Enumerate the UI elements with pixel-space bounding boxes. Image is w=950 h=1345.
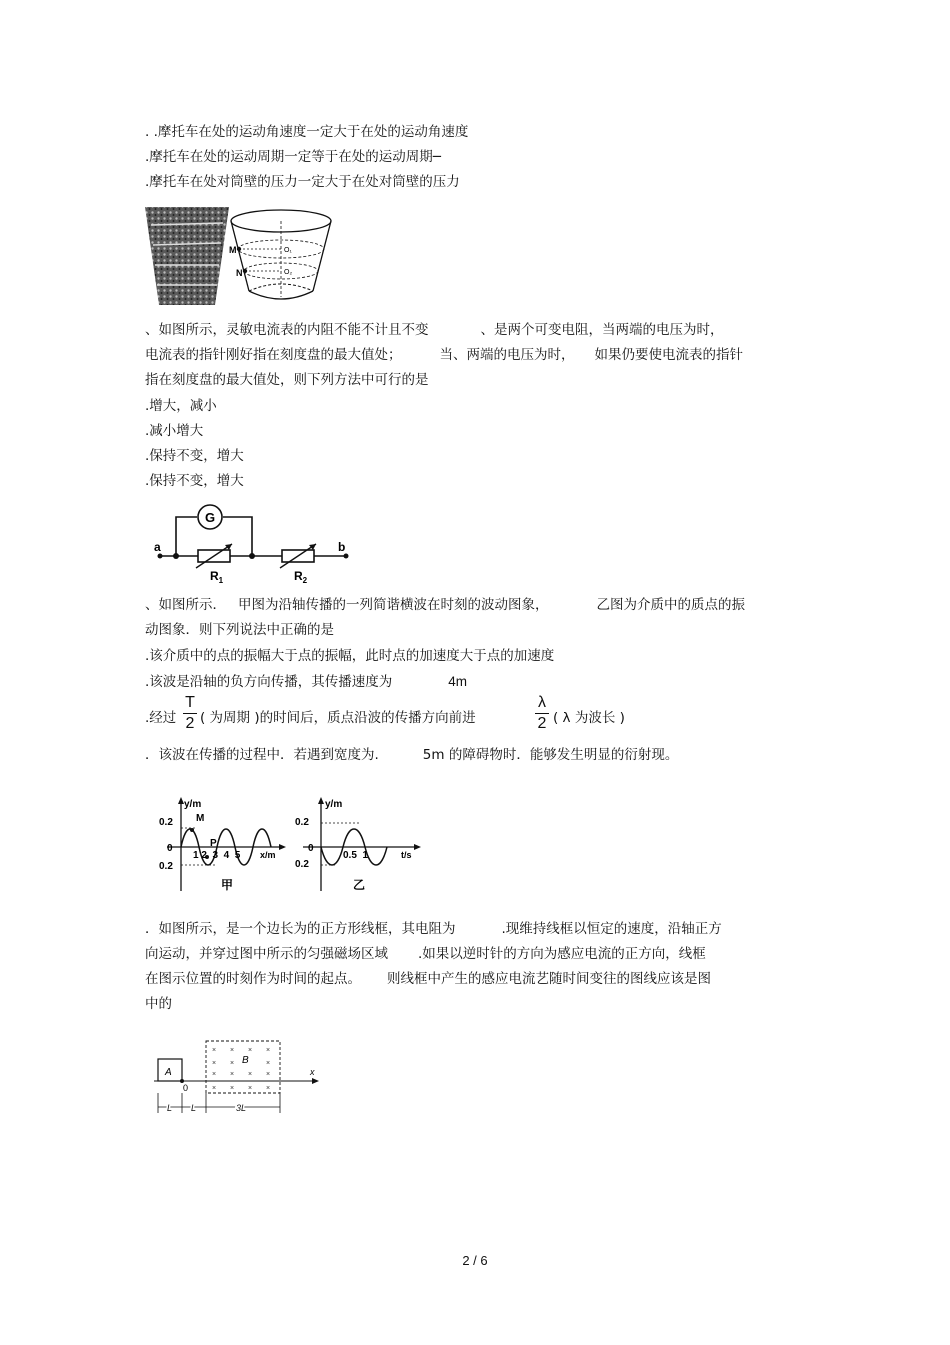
moto-figure	[145, 205, 335, 311]
svg-text:×: ×	[248, 1047, 253, 1054]
frame-stem-3a: 在图示位置的时刻作为时间的起点。	[145, 971, 361, 987]
svg-text:×: ×	[266, 1071, 271, 1078]
page-number: 2 / 6	[462, 1253, 488, 1268]
wave2-top: 0.2	[295, 817, 309, 828]
wave2-xlabel: t/s	[401, 850, 412, 860]
moto-option-d: .摩托车在处对筒壁的压力一定大于在处对筒壁的压力	[145, 174, 460, 190]
wave1-top: 0.2	[159, 817, 173, 828]
wave2-zero: 0	[308, 843, 314, 854]
svg-text:×: ×	[230, 1085, 235, 1092]
svg-text:×: ×	[212, 1060, 217, 1067]
svg-text:×: ×	[230, 1060, 235, 1067]
wave-option-d-text: ．该波在传播的过程中．若遇到宽度为.	[145, 747, 379, 763]
galv-option-d: .保持不变，增大	[145, 473, 244, 489]
wave-option-d	[145, 746, 678, 764]
moto-label-o2: O₂	[284, 269, 293, 276]
wave-option-c-post: ( λ 为波长 )	[553, 710, 625, 726]
galv-label-b: b	[338, 540, 346, 554]
frame-stem-2a: 向运动，并穿过图中所示的匀强磁场区域	[145, 946, 388, 962]
wave-figure	[155, 795, 425, 899]
frame-stem-line1	[145, 920, 722, 938]
galv-stem-1a: 、如图所示，灵敏电流表的内阻不能不计且不变	[145, 322, 429, 338]
wave1-xlabel: x/m	[260, 850, 276, 860]
galv-circuit-figure	[150, 500, 355, 589]
frame-stem-1b: .现维持线框以恒定的速度，沿轴正方	[501, 921, 722, 937]
fraction-lambda-over-2: λ 2	[535, 694, 549, 733]
svg-text:×: ×	[212, 1085, 217, 1092]
wave-option-b	[145, 673, 467, 691]
wave-stem-1a: 、如图所示．	[145, 597, 226, 613]
wave2-ylabel: y/m	[325, 799, 343, 810]
galv-label-g: G	[205, 510, 216, 525]
galv-label-a: a	[154, 540, 161, 554]
wave-stem-1c: 乙图为介质中的质点的振	[596, 597, 745, 613]
frame-stem-2b: .如果以逆时针的方向为感应电流的正方向，线框	[418, 946, 706, 962]
wave-option-c-mid: ( 为周期 )的时间后，质点沿波的传播方向前进	[200, 710, 476, 726]
galv-label-r2: $R_2$	[294, 569, 308, 585]
moto-label-m: M	[229, 245, 237, 255]
moto-label-o1: O₁	[284, 247, 292, 254]
galv-stem-2b: 当、两端的电压为时，	[439, 347, 575, 363]
moto-label-n: N	[236, 268, 243, 278]
galv-stem-3: 指在刻度盘的最大值处，则下列方法中可行的是	[145, 372, 429, 388]
galv-stem-2c: 如果仍要使电流表的指针	[594, 347, 743, 363]
wave1-zero: 0	[167, 843, 173, 854]
frame-stem-line2	[145, 945, 706, 963]
galv-option-c: .保持不变，增大	[145, 448, 244, 464]
frame-label-l1: L	[167, 1103, 173, 1113]
svg-text:×: ×	[230, 1071, 235, 1078]
frame-stem-4: 中的	[145, 996, 172, 1012]
svg-text:×: ×	[212, 1071, 217, 1078]
fraction-t-over-2: T 2	[183, 694, 197, 733]
svg-text:×: ×	[230, 1047, 235, 1054]
frame-label-3l: 3L	[236, 1103, 247, 1113]
frame-stem-3b: 则线框中产生的感应电流艺随时间变往的图线应该是图	[387, 971, 711, 987]
frame-label-x: x	[310, 1067, 315, 1077]
wave2-ticks: 0.5 1	[343, 850, 369, 861]
galv-stem-1b: 、是两个可变电阻，当两端的电压为时，	[480, 322, 724, 338]
svg-text:×: ×	[248, 1071, 253, 1078]
frame-stem-1a: ．如图所示，是一个边长为的正方形线框，其电阻为	[145, 921, 456, 937]
frame-field-figure	[150, 1035, 325, 1124]
wave1-ylabel: y/m	[184, 799, 202, 810]
moto-option-b: . .摩托车在处的运动角速度一定大于在处的运动角速度	[145, 124, 469, 140]
wave2-caption: 乙	[353, 878, 366, 892]
frame-label-a: A	[165, 1067, 172, 1078]
wave1-ticks: 1 2 3 4 5	[193, 850, 241, 861]
wave1-label-m: M	[196, 813, 205, 824]
wave1-label-p: P	[210, 838, 217, 849]
galv-stem-2a: 电流表的指针刚好指在刻度盘的最大值处；	[145, 347, 402, 363]
galv-option-b: .减小增大	[145, 423, 204, 439]
svg-text:×: ×	[266, 1060, 271, 1067]
wave-option-a: .该介质中的点的振幅大于点的振幅，此时点的加速度大于点的加速度	[145, 648, 555, 664]
wave2-bottom: 0.2	[295, 859, 309, 870]
frame-label-l2: L	[191, 1103, 197, 1113]
wave1-caption: 甲	[221, 878, 234, 892]
frame-label-o: 0	[183, 1083, 189, 1093]
galv-stem-line2	[145, 346, 743, 364]
frame-stem-line3	[145, 970, 711, 988]
galv-stem-line1	[145, 321, 724, 339]
wave-option-c-pre: .经过	[145, 710, 177, 726]
galv-option-a: .增大，减小	[145, 398, 217, 414]
wave-stem-2: 动图象．则下列说法中正确的是	[145, 622, 334, 638]
svg-text:×: ×	[266, 1085, 271, 1092]
wave-stem-line1	[145, 596, 745, 614]
svg-text:×: ×	[266, 1047, 271, 1054]
wave-option-b-text: .该波是沿轴的负方向传播，其传播速度为	[145, 674, 393, 690]
frame-label-b: B	[242, 1055, 249, 1066]
moto-photo	[145, 207, 229, 305]
wave-option-b-speed: 4m	[448, 674, 468, 689]
wave1-bottom: 0.2	[159, 861, 173, 872]
galv-label-r1: $R_1$	[210, 569, 224, 585]
svg-text:×: ×	[248, 1085, 253, 1092]
wave-stem-1b: 甲图为沿轴传播的一列简谐横波在时刻的波动图象，	[238, 597, 549, 613]
wave-option-d-text2: 5m 的障碍物时．能够发生明显的衍射现。	[422, 747, 679, 763]
moto-option-c: .摩托车在处的运动周期一定等于在处的运动周期─	[145, 149, 441, 165]
svg-text:×: ×	[212, 1047, 217, 1054]
